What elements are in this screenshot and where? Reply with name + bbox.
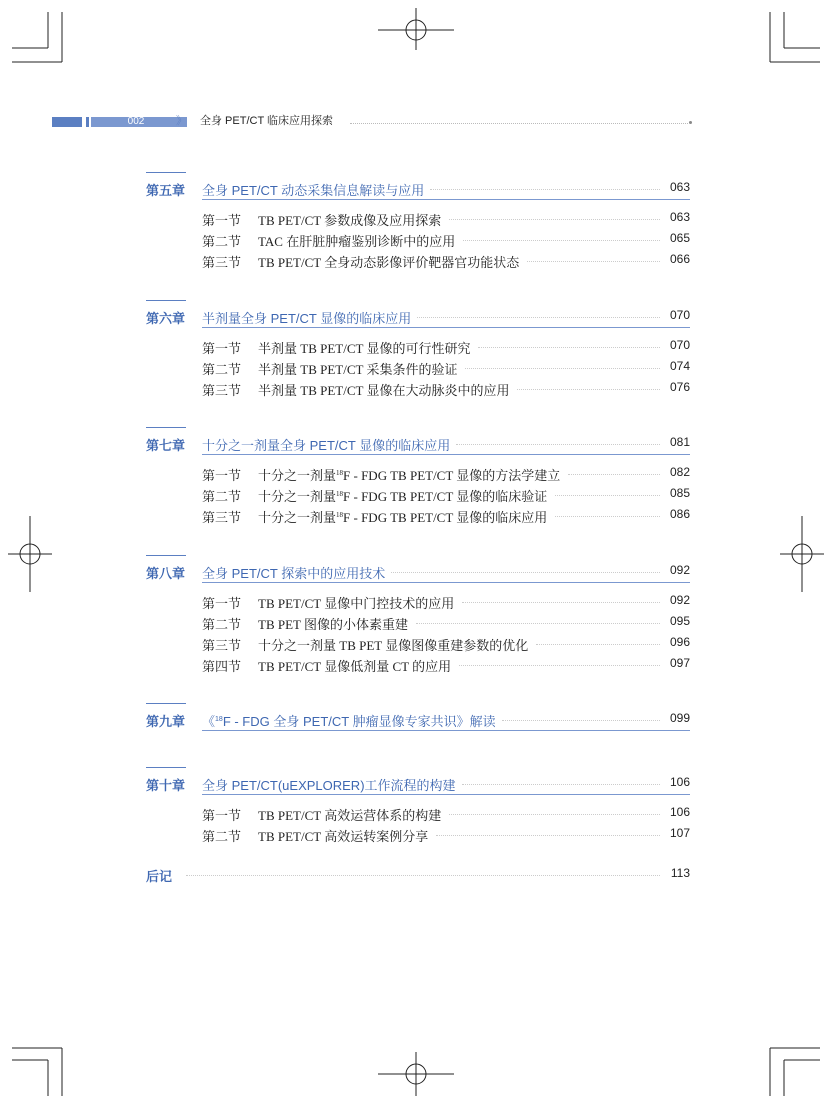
toc-section-row[interactable] <box>202 654 690 674</box>
chapter-page-number: 106 <box>669 775 690 789</box>
chapter-label: 第九章 <box>146 714 186 729</box>
chapter-overline <box>146 300 186 301</box>
chapter-page-number: 081 <box>669 435 690 449</box>
section-leader-dots <box>568 474 660 475</box>
section-title-prefix: 十分之一剂量 <box>258 510 337 525</box>
section-page-number: 066 <box>669 252 690 266</box>
section-page-number: 065 <box>669 231 690 245</box>
chapter-title <box>202 435 450 454</box>
section-title-text: TB PET/CT 参数成像及应用探索 <box>258 213 442 228</box>
section-label: 第二节 <box>202 489 242 504</box>
toc-chapter-row[interactable] <box>146 306 690 328</box>
section-page-number: 082 <box>669 465 690 479</box>
section-title <box>258 486 547 505</box>
isotope-superscript: 18 <box>336 469 344 477</box>
section-page-number: 074 <box>669 359 690 373</box>
chapter-overline <box>146 427 186 428</box>
section-title-text: TB PET/CT 高效运转案例分享 <box>258 829 429 844</box>
chapter-leader-dots <box>502 720 660 721</box>
section-title-text: TB PET/CT 高效运营体系的构建 <box>258 808 442 823</box>
toc-chapter-row[interactable] <box>146 709 690 731</box>
section-label: 第一节 <box>202 596 242 611</box>
chapter-label: 第七章 <box>146 438 186 453</box>
section-title-text: F - FDG TB PET/CT 显像的临床验证 <box>343 489 548 504</box>
toc-chapter-row[interactable] <box>146 178 690 200</box>
section-label: 第二节 <box>202 362 242 377</box>
toc-section-row[interactable] <box>202 208 690 228</box>
chapter-label: 第五章 <box>146 183 186 198</box>
chapter-underline <box>202 199 690 200</box>
chapter-label: 后记 <box>146 869 173 884</box>
chapter-leader-dots <box>462 784 660 785</box>
section-label: 第二节 <box>202 829 242 844</box>
section-label: 第一节 <box>202 341 242 356</box>
chapter-title-text: 十分之一剂量全身 PET/CT 显像的临床应用 <box>202 438 451 453</box>
section-label: 第三节 <box>202 383 242 398</box>
chapter-page-number: 099 <box>669 711 690 725</box>
section-title <box>258 231 455 250</box>
chapter-leader-dots <box>391 572 660 573</box>
chapter-label: 第十章 <box>146 778 186 793</box>
section-page-number: 070 <box>669 338 690 352</box>
chapter-title-text: 全身 PET/CT(uEXPLORER)工作流程的构建 <box>202 778 456 793</box>
toc-section-row[interactable] <box>202 250 690 270</box>
chapter-overline <box>146 767 186 768</box>
chapter-leader-dots <box>186 875 660 876</box>
section-leader-dots <box>555 495 660 496</box>
chapter-leader-dots <box>417 317 660 318</box>
chapter-leader-dots <box>430 189 660 190</box>
header-bar <box>52 117 82 127</box>
section-label: 第一节 <box>202 213 242 228</box>
section-page-number: 106 <box>669 805 690 819</box>
section-page-number: 095 <box>669 614 690 628</box>
section-title-text: TB PET/CT 显像低剂量 CT 的应用 <box>258 659 452 674</box>
section-leader-dots <box>449 219 660 220</box>
header-page-number: 002 <box>127 116 145 127</box>
section-title <box>258 252 519 271</box>
toc-section-row[interactable] <box>202 229 690 249</box>
toc-section-row[interactable] <box>202 505 690 525</box>
section-label: 第二节 <box>202 234 242 249</box>
chapter-underline <box>202 794 690 795</box>
toc-chapter-row[interactable] <box>146 561 690 583</box>
section-title <box>258 805 441 824</box>
section-leader-dots <box>459 665 660 666</box>
toc-chapter-row[interactable] <box>146 433 690 455</box>
section-title-text: 半剂量 TB PET/CT 显像在大动脉炎中的应用 <box>258 383 510 398</box>
section-title-text: 十分之一剂量 TB PET 显像图像重建参数的优化 <box>258 638 529 653</box>
toc-section-row[interactable] <box>202 357 690 377</box>
section-page-number: 096 <box>669 635 690 649</box>
section-title <box>258 656 451 675</box>
section-leader-dots <box>465 368 660 369</box>
section-title <box>258 635 528 654</box>
chapter-label: 第六章 <box>146 311 186 326</box>
chapter-overline <box>146 703 186 704</box>
header-arrow-icon: 》 <box>176 115 187 127</box>
section-title-text: F - FDG TB PET/CT 显像的方法学建立 <box>343 468 561 483</box>
toc-section-row[interactable] <box>202 336 690 356</box>
section-title-prefix: 十分之一剂量 <box>258 468 337 483</box>
chapter-title-prefix: 《 <box>202 714 216 729</box>
isotope-superscript: 18 <box>336 490 344 498</box>
section-title <box>258 507 547 526</box>
section-leader-dots <box>555 516 660 517</box>
chapter-title-text: 全身 PET/CT 动态采集信息解读与应用 <box>202 183 425 198</box>
toc-section-row[interactable] <box>202 484 690 504</box>
isotope-superscript: 18 <box>215 716 223 723</box>
section-page-number: 085 <box>669 486 690 500</box>
section-title-prefix: 十分之一剂量 <box>258 489 337 504</box>
section-label: 第三节 <box>202 638 242 653</box>
section-title-text: TAC 在肝脏肿瘤鉴别诊断中的应用 <box>258 234 456 249</box>
chapter-title <box>202 308 411 327</box>
chapter-title <box>202 775 456 794</box>
chapter-page-number: 063 <box>669 180 690 194</box>
toc-section-row[interactable] <box>202 824 690 844</box>
chapter-title <box>202 563 385 582</box>
section-title <box>258 593 454 612</box>
section-label: 第四节 <box>202 659 242 674</box>
chapter-underline <box>202 730 690 731</box>
section-title <box>258 614 408 633</box>
section-title <box>258 465 560 484</box>
chapter-page-number: 113 <box>670 866 690 880</box>
chapter-page-number: 070 <box>669 308 690 322</box>
section-page-number: 097 <box>669 656 690 670</box>
section-title <box>258 380 509 399</box>
section-label: 第三节 <box>202 255 242 270</box>
section-title <box>258 210 441 229</box>
section-title <box>258 826 428 845</box>
header-dotted-rule <box>350 123 688 124</box>
section-title <box>258 359 457 378</box>
section-title-text: F - FDG TB PET/CT 显像的临床应用 <box>343 510 548 525</box>
toc-section-row[interactable] <box>202 612 690 632</box>
header-book-title: 全身 PET/CT 临床应用探索 <box>200 115 334 127</box>
section-label: 第二节 <box>202 617 242 632</box>
section-title <box>258 338 470 357</box>
section-page-number: 107 <box>669 826 690 840</box>
toc-section-row[interactable] <box>202 803 690 823</box>
section-title-text: TB PET/CT 全身动态影像评价靶器官功能状态 <box>258 255 520 270</box>
section-leader-dots <box>416 623 660 624</box>
chapter-title-text: F - FDG 全身 PET/CT 肿瘤显像专家共识》解读 <box>222 714 496 729</box>
toc-chapter-row[interactable] <box>146 864 690 886</box>
section-page-number: 063 <box>669 210 690 224</box>
section-leader-dots <box>478 347 660 348</box>
chapter-underline <box>202 454 690 455</box>
chapter-title-text: 半剂量全身 PET/CT 显像的临床应用 <box>202 311 412 326</box>
section-page-number: 086 <box>669 507 690 521</box>
section-title-text: TB PET/CT 显像中门控技术的应用 <box>258 596 455 611</box>
section-leader-dots <box>462 602 660 603</box>
chapter-title <box>202 180 424 199</box>
toc-section-row[interactable] <box>202 463 690 483</box>
section-page-number: 092 <box>669 593 690 607</box>
chapter-leader-dots <box>456 444 660 445</box>
chapter-overline <box>146 555 186 556</box>
section-leader-dots <box>517 389 660 390</box>
section-title-text: 半剂量 TB PET/CT 采集条件的验证 <box>258 362 458 377</box>
chapter-label: 第八章 <box>146 566 186 581</box>
toc-section-row[interactable] <box>202 378 690 398</box>
chapter-overline <box>146 172 186 173</box>
chapter-underline <box>202 327 690 328</box>
section-label: 第三节 <box>202 510 242 525</box>
section-label: 第一节 <box>202 468 242 483</box>
chapter-underline <box>202 582 690 583</box>
section-title-text: TB PET 图像的小体素重建 <box>258 617 408 632</box>
section-label: 第一节 <box>202 808 242 823</box>
toc-section-row[interactable] <box>202 591 690 611</box>
section-leader-dots <box>527 261 660 262</box>
toc-section-row[interactable] <box>202 633 690 653</box>
chapter-title <box>202 711 496 730</box>
section-page-number: 076 <box>669 380 690 394</box>
section-leader-dots <box>536 644 660 645</box>
chapter-page-number: 092 <box>669 563 690 577</box>
section-leader-dots <box>436 835 660 836</box>
toc-chapter-row[interactable] <box>146 773 690 795</box>
isotope-superscript: 18 <box>336 511 344 519</box>
section-title-text: 半剂量 TB PET/CT 显像的可行性研究 <box>258 341 471 356</box>
header-dot <box>689 121 692 124</box>
running-header <box>52 114 692 130</box>
section-leader-dots <box>463 240 660 241</box>
section-leader-dots <box>449 814 660 815</box>
chapter-title-text: 全身 PET/CT 探索中的应用技术 <box>202 566 386 581</box>
